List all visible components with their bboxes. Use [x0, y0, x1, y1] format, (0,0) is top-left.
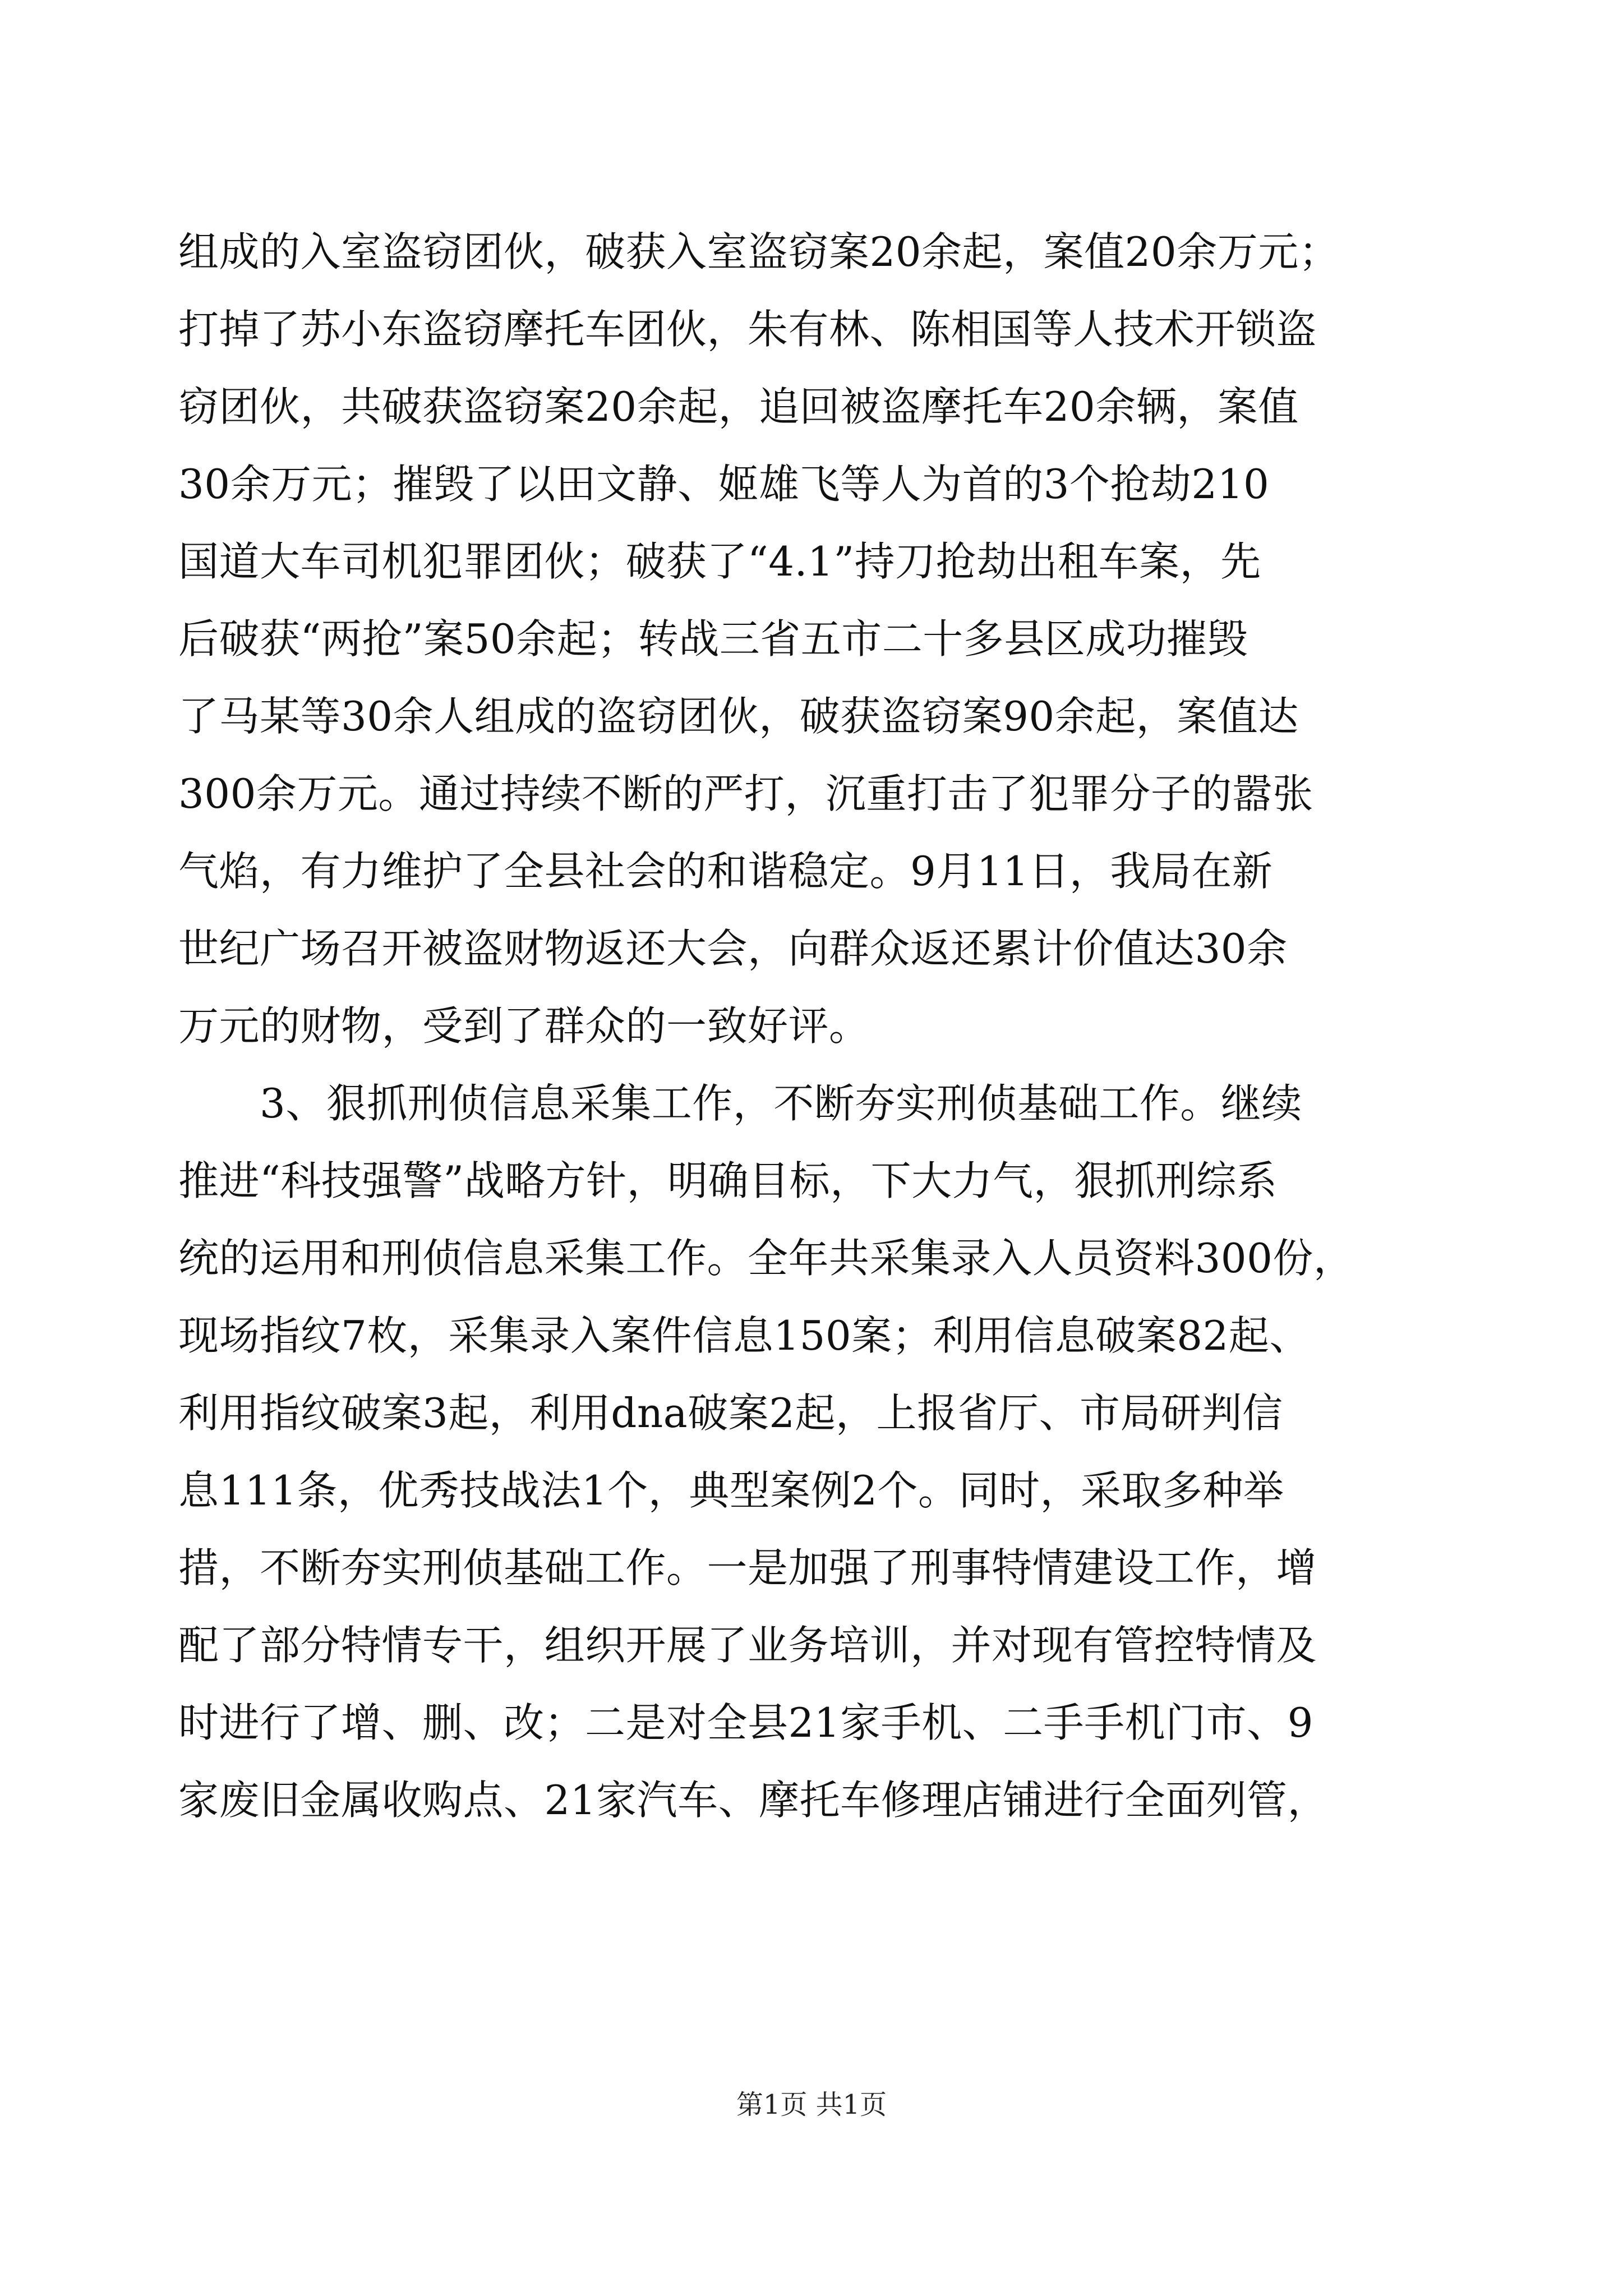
text-line: 家废旧金属收购点、21家汽车、摩托车修理店铺进行全面列管，: [178, 1777, 1329, 1824]
text-line: 现场指纹7枚，采集录入案件信息150案；利用信息破案82起、: [178, 1312, 1310, 1359]
text-line: 世纪广场召开被盗财物返还大会，向群众返还累计价值达30余: [178, 925, 1288, 972]
text-line: 气焰，有力维护了全县社会的和谐稳定。9月11日，我局在新: [178, 848, 1273, 895]
text-line: 推进“科技强警”战略方针，明确目标，下大力气，狠抓刑综系: [178, 1157, 1278, 1204]
text-line: 30余万元；摧毁了以田文静、姬雄飞等人为首的3个抢劫210: [178, 461, 1270, 508]
body-text: [178, 213, 1446, 1839]
page-footer: 第1页 共1页: [736, 2089, 887, 2120]
text-line: 窃团伙，共破获盗窃案20余起，追回被盗摩托车20余辆，案值: [178, 383, 1299, 430]
text-line: 统的运用和刑侦信息采集工作。全年共采集录入人员资料300份，: [178, 1235, 1354, 1282]
text-line: 利用指纹破案3起，利用dna破案2起，上报省厅、市局研判信: [178, 1389, 1283, 1437]
text-line: 组成的入室盗窃团伙，破获入室盗窃案20余起，案值20余万元；: [178, 228, 1340, 275]
text-line: 配了部分特情专干，组织开展了业务培训，并对现有管控特情及: [178, 1622, 1317, 1669]
text-line: 措，不断夯实刑侦基础工作。一是加强了刑事特情建设工作，增: [178, 1544, 1317, 1591]
text-line: 时进行了增、删、改；二是对全县21家手机、二手手机门市、9: [178, 1699, 1313, 1746]
text-line: 300余万元。通过持续不断的严打，沉重打击了犯罪分子的嚣张: [178, 770, 1313, 817]
text-line: 国道大车司机犯罪团伙；破获了“4.1”持刀抢劫出租车案，先: [178, 538, 1261, 585]
text-line: 后破获“两抢”案50余起；转战三省五市二十多县区成功摧毁: [178, 615, 1248, 662]
text-line: 打掉了苏小东盗窃摩托车团伙，朱有林、陈相国等人技术开锁盗: [178, 306, 1317, 353]
text-line: 万元的财物，受到了群众的一致好评。: [178, 1002, 870, 1050]
text-line: 息111条，优秀技战法1个，典型案例2个。同时，采取多种举: [178, 1467, 1284, 1514]
text-line: 了马某等30余人组成的盗窃团伙，破获盗窃案90余起，案值达: [178, 693, 1299, 740]
text-line: 3、狠抓刑侦信息采集工作，不断夯实刑侦基础工作。继续: [178, 1080, 1302, 1127]
